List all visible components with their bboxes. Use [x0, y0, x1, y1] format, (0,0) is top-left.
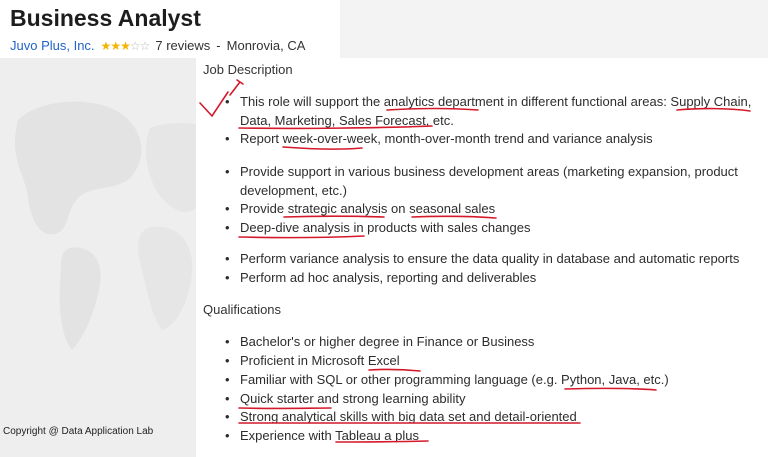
list-item-text: Strong analytical skills with big data set and detail-oriented	[240, 409, 577, 424]
list-item-text: This role will support the analytics department in different functional areas: Supply Chain, Data, Marketing, Sales Forecast, etc.	[240, 94, 752, 128]
bullet-icon: •	[225, 164, 230, 179]
bullet-icon: •	[225, 94, 230, 109]
list-item-text: Proficient in Microsoft Excel	[240, 353, 400, 368]
list-item	[225, 218, 765, 237]
star-outline-icon: ☆	[139, 38, 150, 53]
list-item	[225, 426, 765, 445]
bullet-icon: •	[225, 270, 230, 285]
list-item-text: Familiar with SQL or other programming language (e.g. Python, Java, etc.)	[240, 372, 669, 387]
company-link[interactable]: Juvo Plus, Inc.	[10, 38, 95, 53]
copyright-text: Copyright @ Data Application Lab	[3, 426, 154, 437]
list-item-text: Report week-over-week, month-over-month trend and variance analysis	[240, 131, 653, 146]
job-header	[0, 0, 340, 58]
bullet-icon: •	[225, 201, 230, 216]
star-icon: ★	[110, 38, 121, 53]
bullet-icon: •	[225, 353, 230, 368]
list-item-text: Deep-dive analysis in products with sales changes	[240, 220, 531, 235]
bullet-icon: •	[225, 220, 230, 235]
list-item	[225, 92, 765, 130]
list-item	[225, 249, 765, 268]
world-map-icon	[0, 58, 196, 457]
star-icon: ★	[100, 38, 111, 53]
list-item-text: Quick starter and strong learning ability	[240, 391, 466, 406]
job-location: Monrovia, CA	[226, 38, 306, 53]
list-item-text: Experience with Tableau a plus	[240, 428, 419, 443]
job-title: Business Analyst	[10, 5, 201, 31]
list-item	[225, 332, 765, 351]
list-item	[225, 370, 765, 389]
qualifications-heading: Qualifications	[203, 302, 282, 317]
bullet-icon: •	[225, 409, 230, 424]
list-item	[225, 407, 765, 426]
list-item-text: Bachelor's or higher degree in Finance or Business	[240, 334, 535, 349]
list-item	[225, 389, 765, 408]
company-meta	[10, 38, 305, 53]
list-item	[225, 129, 765, 148]
list-item	[225, 199, 765, 218]
rating-stars	[101, 39, 150, 53]
bullet-icon: •	[225, 391, 230, 406]
bullet-icon: •	[225, 428, 230, 443]
bullet-icon: •	[225, 334, 230, 349]
list-item-text: Perform variance analysis to ensure the data quality in database and automatic reports	[240, 251, 740, 266]
list-item	[225, 162, 765, 200]
list-item	[225, 268, 765, 287]
meta-separator: -	[216, 38, 221, 53]
list-item-text: Provide strategic analysis on seasonal sales	[240, 201, 496, 216]
star-icon: ★	[120, 38, 130, 53]
job-description-heading: Job Description	[203, 62, 293, 77]
header-background	[340, 0, 768, 62]
list-item-text: Perform ad hoc analysis, reporting and deliverables	[240, 270, 537, 285]
list-item-text: Provide support in various business development areas (marketing expansion, product development, etc.)	[240, 164, 738, 198]
bullet-icon: •	[225, 372, 230, 387]
list-item	[225, 351, 765, 370]
bullet-icon: •	[225, 131, 230, 146]
reviews-link[interactable]: 7 reviews	[155, 38, 211, 53]
bullet-icon: •	[225, 251, 230, 266]
star-outline-icon: ☆	[129, 38, 140, 53]
